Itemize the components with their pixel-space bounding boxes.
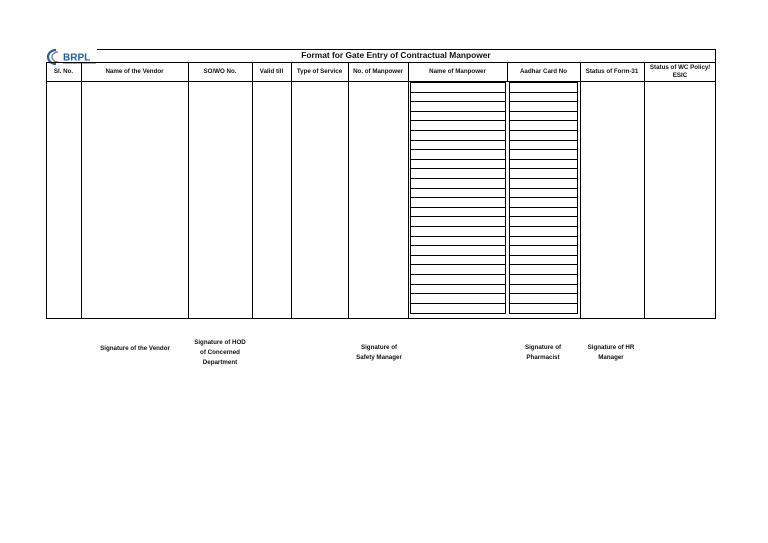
- subgrid-row-line: [509, 303, 578, 304]
- subgrid-row-line: [410, 188, 506, 189]
- signature-pharmacist: [508, 343, 578, 363]
- col-divider: [348, 62, 349, 319]
- header-sl-no: Sl. No.: [53, 67, 74, 75]
- subgrid-row-line: [509, 130, 578, 131]
- subgrid-row-line: [410, 284, 506, 285]
- subgrid-row-line: [410, 245, 506, 246]
- subgrid-row-line: [509, 274, 578, 275]
- subgrid-row-line: [410, 197, 506, 198]
- subgrid-row-line: [410, 149, 506, 150]
- header-name-of-manpower: Name of Manpower: [429, 67, 486, 75]
- signature-hr-manager: [576, 343, 646, 363]
- subgrid-row-line: [410, 264, 506, 265]
- col-divider: [81, 62, 82, 319]
- signature-hod-line3: Department: [202, 359, 238, 366]
- subgrid-row-line: [509, 101, 578, 102]
- signature-hod-line1: Signature of HOD: [194, 339, 246, 346]
- header-vendor-name: Name of the Vendor: [105, 67, 164, 75]
- col-divider: [644, 62, 645, 319]
- header-status-form-31: Status of Form-31: [585, 67, 639, 75]
- signature-vendor: [90, 344, 180, 354]
- subgrid-row-line: [410, 293, 506, 294]
- subgrid-row-line: [410, 92, 506, 93]
- subgrid-row-line: [410, 255, 506, 256]
- signature-hod-line2: of Concerned: [200, 349, 240, 356]
- subgrid-row-line: [410, 303, 506, 304]
- subgrid-row-line: [509, 245, 578, 246]
- subgrid-row-line: [509, 197, 578, 198]
- subgrid-row-line: [410, 130, 506, 131]
- subgrid-row-line: [410, 168, 506, 169]
- entry-table: [46, 62, 716, 319]
- subgrid-row-line: [509, 159, 578, 160]
- signature-hr-line1: Signature of HR: [587, 344, 635, 351]
- subgrid-row-line: [509, 236, 578, 237]
- subgrid-row-line: [410, 101, 506, 102]
- subgrid-column: [509, 82, 578, 314]
- subgrid-row-line: [509, 226, 578, 227]
- subgrid-row-line: [509, 255, 578, 256]
- subgrid-row-line: [509, 120, 578, 121]
- col-divider: [188, 62, 189, 319]
- subgrid-row-line: [410, 140, 506, 141]
- subgrid-row-line: [410, 216, 506, 217]
- subgrid-row-line: [410, 120, 506, 121]
- subgrid-row-line: [509, 188, 578, 189]
- col-divider: [291, 62, 292, 319]
- subgrid-row-line: [509, 264, 578, 265]
- signature-hr-line2: Manager: [598, 354, 624, 361]
- subgrid-row-line: [509, 216, 578, 217]
- subgrid-row-line: [410, 274, 506, 275]
- header-no-of-manpower: No. of Manpower: [353, 67, 403, 75]
- header-type-of-service: Type of Service: [296, 67, 343, 75]
- subgrid-row-line: [410, 111, 506, 112]
- subgrid-row-line: [410, 207, 506, 208]
- subgrid-row-line: [509, 284, 578, 285]
- subgrid-row-line: [509, 207, 578, 208]
- signature-hod: [180, 338, 260, 368]
- subgrid-row-line: [410, 159, 506, 160]
- subgrid-row-line: [509, 140, 578, 141]
- subgrid-row-line: [410, 178, 506, 179]
- subgrid-row-line: [509, 149, 578, 150]
- subgrid-row-line: [509, 111, 578, 112]
- header-so-wo-no: SO/WO No.: [203, 67, 237, 75]
- header-valid-till: Valid till: [259, 67, 284, 75]
- col-divider: [580, 62, 581, 319]
- signature-pharmacist-line1: Signature of: [524, 344, 562, 351]
- subgrid-row-line: [509, 92, 578, 93]
- subgrid-row-line: [410, 226, 506, 227]
- col-divider: [408, 62, 409, 319]
- subgrid-column: [410, 82, 506, 314]
- subgrid-row-line: [509, 168, 578, 169]
- header-status-wc-policy-esic: Status of WC Policy/ ESIC: [649, 63, 711, 79]
- logo-text: BRPL: [63, 52, 91, 64]
- header-divider: [46, 81, 716, 82]
- signature-safety-line2: Safety Manager: [356, 354, 402, 361]
- form-title: Format for Gate Entry of Contractual Manpower: [301, 50, 491, 60]
- subgrid-row-line: [509, 293, 578, 294]
- signature-vendor-label: Signature of the Vendor: [100, 345, 170, 352]
- signature-safety-manager: [340, 343, 418, 363]
- header-aadhar-card-no: Aadhar Card No: [519, 67, 568, 75]
- signature-pharmacist-line2: Pharmacist: [526, 354, 560, 361]
- subgrid-row-line: [509, 178, 578, 179]
- signature-safety-line1: Signature of: [360, 344, 398, 351]
- subgrid-row-line: [410, 236, 506, 237]
- col-divider: [252, 62, 253, 319]
